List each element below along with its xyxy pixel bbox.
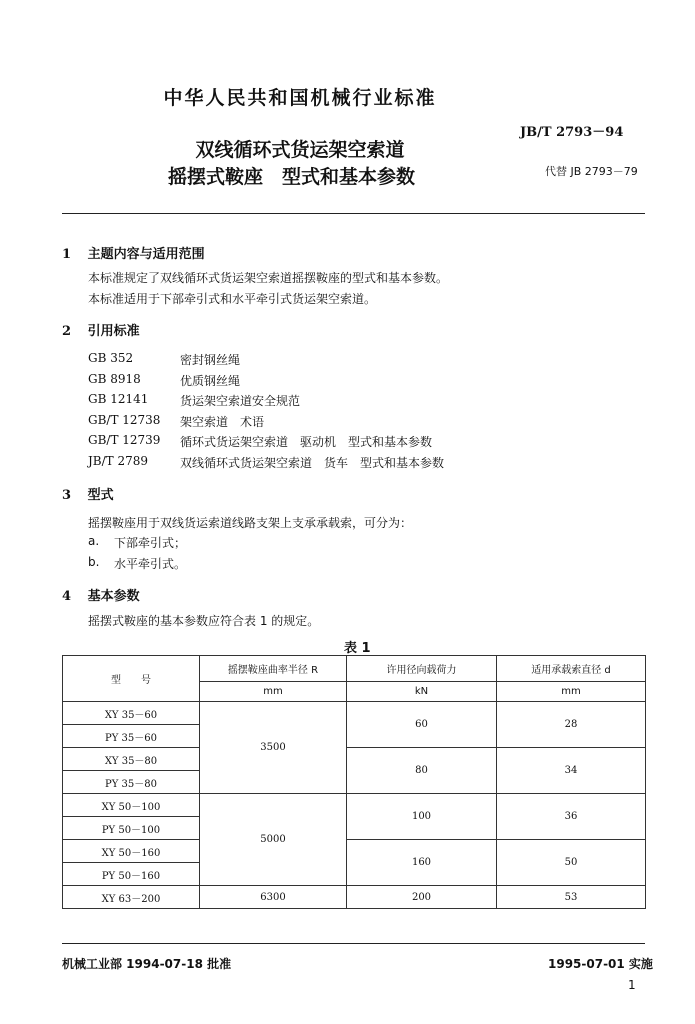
section-1-paragraph-2: 本标准适用于下部牵引式和水平牵引式货运架空索道。 [88, 292, 377, 306]
effective-date: 1995-07-01 实施 [548, 957, 653, 971]
unit-radius: mm [200, 682, 347, 702]
reference-name: 优质钢丝绳 [180, 374, 241, 388]
header-model: 型 号 [63, 656, 200, 702]
reference-code: GB 12141 [88, 392, 149, 406]
standard-category-title: 中华人民共和国机械行业标准 [163, 87, 437, 109]
diameter-cell: 28 [497, 702, 646, 748]
section-3-heading [62, 484, 114, 503]
model-cell: PY 35－60 [63, 725, 200, 748]
reference-name: 循环式货运架空索道 驱动机 型式和基本参数 [180, 435, 433, 449]
section-4-number: 4 [62, 589, 72, 604]
footer-divider [62, 943, 645, 944]
model-cell: PY 50－160 [63, 863, 200, 886]
header-load: 许用径向载荷力 [347, 656, 497, 682]
reference-code: GB/T 12738 [88, 413, 161, 427]
header-radius: 摇摆鞍座曲率半径 R [200, 656, 347, 682]
section-3-title: 型式 [87, 488, 114, 503]
model-cell: XY 35－60 [63, 702, 200, 725]
section-1-title: 主题内容与适用范围 [87, 247, 205, 262]
model-cell: XY 50－160 [63, 840, 200, 863]
standard-code: JB/T 2793－94 [520, 125, 624, 140]
section-2-heading [62, 320, 140, 339]
table-caption: 表 1 [344, 641, 371, 656]
diameter-cell: 36 [497, 794, 646, 840]
radius-cell: 6300 [200, 886, 347, 909]
section-3-paragraph: 摇摆鞍座用于双线货运索道线路支架上支承承载索，可分为： [88, 516, 413, 530]
radius-cell: 3500 [200, 702, 347, 794]
list-item-text: 水平牵引式。 [114, 557, 187, 571]
reference-name: 架空索道 术语 [180, 415, 265, 429]
replaces-note: 代替 JB 2793－79 [545, 165, 638, 178]
load-cell: 100 [347, 794, 497, 840]
diameter-cell: 53 [497, 886, 646, 909]
page-number: 1 [628, 978, 636, 992]
section-4-heading [62, 585, 140, 604]
load-cell: 160 [347, 840, 497, 886]
model-cell: XY 35－80 [63, 748, 200, 771]
header-diameter: 适用承载索直径 d [497, 656, 646, 682]
model-cell: XY 63－200 [63, 886, 200, 909]
document-title-line2: 摇摆式鞍座 型式和基本参数 [168, 166, 416, 188]
model-cell: PY 50－100 [63, 817, 200, 840]
unit-diameter: mm [497, 682, 646, 702]
list-item-text: 下部牵引式； [114, 536, 187, 550]
section-3-number: 3 [62, 488, 72, 503]
section-1-paragraph-1: 本标准规定了双线循环式货运架空索道摇摆鞍座的型式和基本参数。 [88, 271, 449, 285]
section-1-number: 1 [62, 247, 72, 262]
radius-cell: 5000 [200, 794, 347, 886]
approval-date: 机械工业部 1994-07-18 批准 [62, 957, 232, 971]
reference-code: GB 352 [88, 351, 134, 365]
section-2-number: 2 [62, 324, 72, 339]
reference-name: 货运架空索道安全规范 [180, 394, 301, 408]
load-cell: 200 [347, 886, 497, 909]
document-title-line1: 双线循环式货运架空索道 [195, 139, 405, 161]
reference-code: JB/T 2789 [88, 454, 149, 468]
list-item-marker: b. [88, 555, 100, 569]
load-cell: 60 [347, 702, 497, 748]
list-item-marker: a. [88, 534, 100, 548]
reference-code: GB 8918 [88, 372, 141, 386]
reference-name: 密封钢丝绳 [180, 353, 241, 367]
section-4-title: 基本参数 [87, 589, 140, 604]
header-divider [62, 213, 645, 214]
model-cell: PY 35－80 [63, 771, 200, 794]
section-1-heading [62, 243, 205, 262]
reference-code: GB/T 12739 [88, 433, 161, 447]
model-cell: XY 50－100 [63, 794, 200, 817]
section-4-paragraph: 摇摆式鞍座的基本参数应符合表 1 的规定。 [88, 614, 320, 628]
load-cell: 80 [347, 748, 497, 794]
diameter-cell: 50 [497, 840, 646, 886]
parameter-table [62, 655, 646, 909]
reference-name: 双线循环式货运架空索道 货车 型式和基本参数 [180, 456, 445, 470]
unit-load: kN [347, 682, 497, 702]
diameter-cell: 34 [497, 748, 646, 794]
section-2-title: 引用标准 [87, 324, 140, 339]
